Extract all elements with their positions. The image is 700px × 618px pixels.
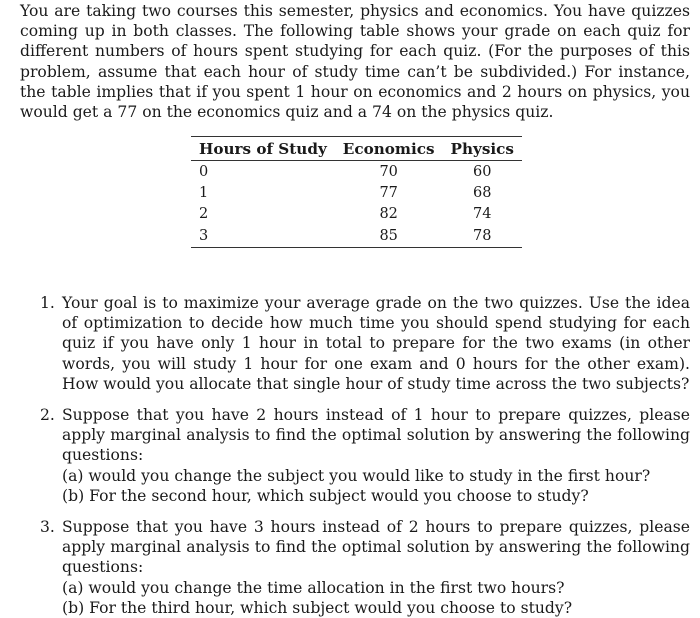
cell-economics: 85 bbox=[335, 225, 443, 247]
cell-physics: 68 bbox=[473, 185, 492, 202]
cell-hours: 2 bbox=[199, 206, 209, 223]
cell-economics: 77 bbox=[379, 185, 398, 202]
question-text: Suppose that you have 2 hours instead of 1 hour to prepare quizzes, please apply marginal analysis to find the optimal solution by answering the following questions: bbox=[62, 406, 690, 465]
cell-physics: 60 bbox=[473, 163, 492, 180]
sub-question-a: (a) would you change the subject you would like to study in the first hour? bbox=[62, 466, 651, 485]
question-list bbox=[40, 293, 690, 618]
table-row bbox=[191, 182, 522, 203]
question-text: Suppose that you have 3 hours instead of 2 hours to prepare quizzes, please apply marginal analysis to find the optimal solution by answering the following questions: bbox=[62, 518, 690, 577]
cell-hours: 3 bbox=[191, 225, 335, 247]
question-number: 1. bbox=[40, 294, 55, 312]
header-economics: Economics bbox=[335, 137, 443, 161]
cell-economics: 82 bbox=[379, 206, 398, 223]
table-row bbox=[191, 225, 522, 247]
sub-question-b: (b) For the second hour, which subject would you choose to study? bbox=[62, 486, 589, 505]
intro-paragraph: You are taking two courses this semester, physics and economics. You have quizzes coming up in both classes. The following table shows your grade on each quiz for different numbers of hours spent studying for each quiz. (For the purposes of this problem, assume that each hour of study time can’t be subdivided.) For instance, the table implies that if you spent 1 hour on economics and 2 hours on physics, you would get a 77 on the economics quiz and a 74 on the physics quiz. bbox=[20, 2, 690, 122]
table-row bbox=[191, 204, 522, 225]
cell-hours: 0 bbox=[199, 163, 209, 180]
header-hours-of-study: Hours of Study bbox=[191, 137, 335, 161]
question-text: Your goal is to maximize your average grade on the two quizzes. Use the idea of optimization to decide how much time you should spend studying for each quiz if you have only 1 hour in total to prepare for the two exams (in other words, you will study 1 hour for one exam and 0 hours for the other exam). How would you allocate that single hour of study time across the two subjects? bbox=[62, 294, 690, 393]
table-header-row bbox=[191, 137, 522, 161]
question-number: 3. bbox=[40, 518, 55, 537]
question-2 bbox=[40, 405, 690, 506]
cell-hours: 1 bbox=[199, 185, 209, 202]
sub-question-b: (b) For the third hour, which subject would you choose to study? bbox=[62, 598, 573, 617]
sub-question-a: (a) would you change the time allocation in the first two hours? bbox=[62, 578, 565, 597]
question-3 bbox=[40, 517, 690, 618]
grades-table bbox=[191, 136, 522, 248]
question-number: 2. bbox=[40, 406, 55, 425]
cell-economics: 70 bbox=[379, 163, 398, 180]
cell-physics: 74 bbox=[473, 206, 492, 223]
table-row bbox=[191, 161, 522, 183]
question-1 bbox=[40, 293, 690, 394]
header-physics: Physics bbox=[443, 137, 522, 161]
cell-physics: 78 bbox=[443, 225, 522, 247]
